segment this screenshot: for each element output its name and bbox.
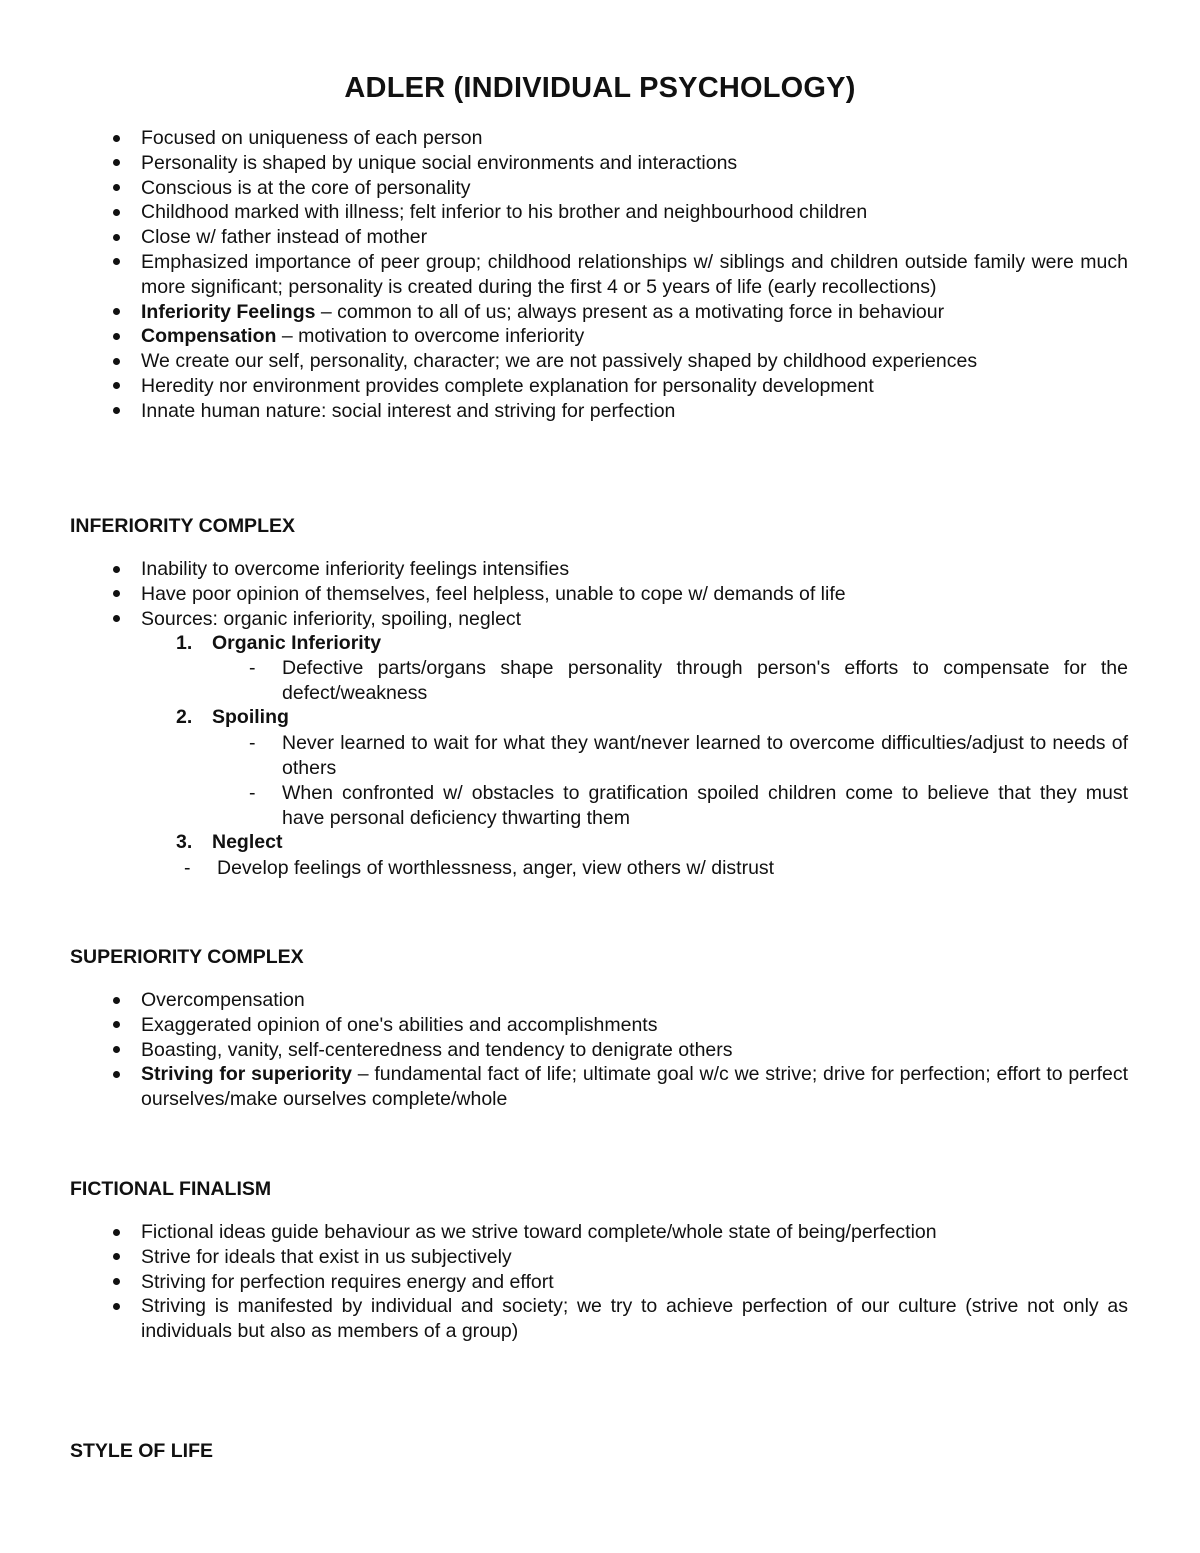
bullet-icon: [113, 333, 120, 340]
list-item: Inferiority Feelings – common to all of us; always present as a motivating force in behaviour: [0, 300, 1200, 325]
list-item: Personality is shaped by unique social environments and interactions: [0, 151, 1200, 176]
bullet-icon: [113, 382, 120, 389]
fictional-finalism-bullet-list: [0, 1220, 1200, 1344]
source-organic-inferiority: 1. Organic Inferiority: [176, 632, 382, 654]
list-item: Conscious is at the core of personality: [0, 176, 1200, 201]
dash-icon: -: [184, 857, 191, 879]
list-item: Striving for superiority – fundamental fact of life; ultimate goal w/c we strive; drive for perfection; effort to perfect ourselves/make ourselves complete/whole: [0, 1062, 1200, 1112]
list-item: Sources: organic inferiority, spoiling, neglect: [0, 607, 1200, 632]
bullet-icon: [113, 1253, 120, 1260]
source-neglect: 3. Neglect: [176, 831, 283, 853]
bullet-icon: [113, 135, 120, 142]
term-striving-for-superiority: Striving for superiority: [141, 1063, 352, 1086]
bullet-icon: [113, 615, 120, 622]
section-heading-style-of-life: STYLE OF LIFE: [70, 1440, 214, 1462]
list-item: Childhood marked with illness; felt inferior to his brother and neighbourhood children: [0, 200, 1200, 225]
bullet-icon: [113, 1071, 120, 1078]
bullet-icon: [113, 358, 120, 365]
bullet-icon: [113, 997, 120, 1004]
dash-icon: -: [249, 782, 256, 804]
intro-bullet-list: [0, 126, 1200, 424]
list-item: Striving is manifested by individual and society; we try to achieve perfection of our culture (strive not only as individuals but also as members of a group): [0, 1294, 1200, 1344]
bullet-icon: [113, 1021, 120, 1028]
source-point: - Defective parts/organs shape personality through person's efforts to compensate for the defect/weakness: [249, 657, 1128, 704]
document-title: ADLER (INDIVIDUAL PSYCHOLOGY): [344, 72, 856, 104]
bullet-icon: [113, 308, 120, 315]
list-item: Compensation – motivation to overcome inferiority: [0, 324, 1200, 349]
superiority-bullet-list: [0, 988, 1200, 1112]
list-item: Striving for perfection requires energy and effort: [0, 1270, 1200, 1295]
dash-icon: -: [249, 732, 256, 754]
bullet-icon: [113, 1046, 120, 1053]
list-item: Close w/ father instead of mother: [0, 225, 1200, 250]
source-point: - Develop feelings of worthlessness, anger, view others w/ distrust: [184, 857, 775, 879]
list-item: Exaggerated opinion of one's abilities and accomplishments: [0, 1013, 1200, 1038]
section-heading-superiority-complex: SUPERIORITY COMPLEX: [70, 946, 304, 968]
bullet-icon: [113, 184, 120, 191]
bullet-icon: [113, 1278, 120, 1285]
bullet-icon: [113, 566, 120, 573]
term-compensation: Compensation: [141, 325, 277, 348]
dash-icon: -: [249, 657, 256, 679]
bullet-icon: [113, 209, 120, 216]
source-point: - Never learned to wait for what they want/never learned to overcome difficulties/adjust to needs of others: [249, 732, 1128, 779]
term-inferiority-feelings: Inferiority Feelings: [141, 300, 316, 323]
list-item: Boasting, vanity, self-centeredness and tendency to denigrate others: [0, 1038, 1200, 1063]
bullet-icon: [113, 590, 120, 597]
list-item: Focused on uniqueness of each person: [0, 126, 1200, 151]
bullet-icon: [113, 1229, 120, 1236]
list-item: Inability to overcome inferiority feelings intensifies: [0, 557, 1200, 582]
list-item: Have poor opinion of themselves, feel helpless, unable to cope w/ demands of life: [0, 582, 1200, 607]
list-item: Fictional ideas guide behaviour as we strive toward complete/whole state of being/perfection: [0, 1220, 1200, 1245]
section-heading-inferiority-complex: INFERIORITY COMPLEX: [70, 515, 295, 537]
source-point: - When confronted w/ obstacles to gratification spoiled children come to believe that they must have personal deficiency thwarting them: [249, 782, 1128, 829]
list-item: Innate human nature: social interest and striving for perfection: [0, 399, 1200, 424]
bullet-icon: [113, 159, 120, 166]
list-item: We create our self, personality, character; we are not passively shaped by childhood experiences: [0, 349, 1200, 374]
section-heading-fictional-finalism: FICTIONAL FINALISM: [70, 1178, 272, 1200]
bullet-icon: [113, 1303, 120, 1310]
list-item: Overcompensation: [0, 988, 1200, 1013]
bullet-icon: [113, 258, 120, 265]
bullet-icon: [113, 407, 120, 414]
list-item: Emphasized importance of peer group; childhood relationships w/ siblings and children outside family were much more significant; personality is created during the first 4 or 5 years of life (early recollections): [0, 250, 1200, 300]
inferiority-bullet-list: [0, 557, 1200, 631]
bullet-icon: [113, 234, 120, 241]
list-item: Strive for ideals that exist in us subjectively: [0, 1245, 1200, 1270]
source-spoiling: 2. Spoiling: [176, 706, 289, 728]
list-item: Heredity nor environment provides complete explanation for personality development: [0, 374, 1200, 399]
